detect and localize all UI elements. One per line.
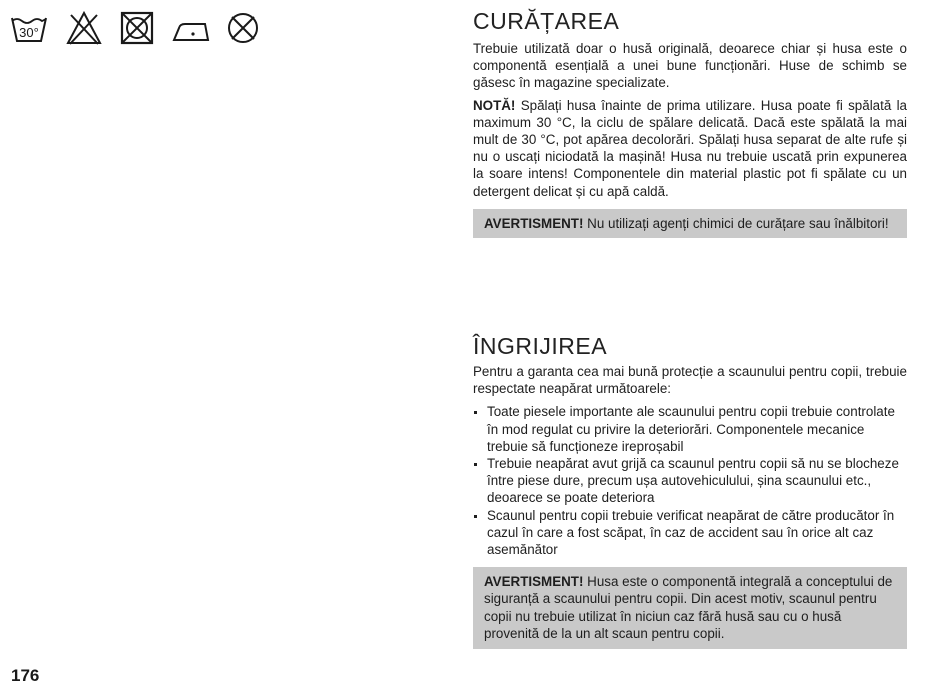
care-section: [473, 333, 907, 649]
no-tumble-dry-icon: [120, 11, 154, 45]
warning-text: Nu utilizați agenți chimici de curățare sau înălbitori!: [583, 215, 889, 231]
care-title: ÎNGRIJIREA: [473, 333, 608, 359]
care-warning: [473, 567, 907, 649]
note-label: NOTĂ!: [473, 97, 516, 113]
care-intro: Pentru a garanta cea mai bună protecție a scaunului pentru copii, trebuie respectate neapărat următoarele:: [473, 364, 907, 397]
cleaning-note: [473, 97, 907, 200]
wash-temperature-label: 30°: [19, 25, 39, 40]
care-symbols: [10, 10, 260, 46]
warning-label: AVERTISMENT!: [484, 215, 584, 231]
warning-text: Husa este o componentă integrală a conceptului de siguranță a scaunului pentru copii. Din acest motiv, scaunul pentru copii nu trebuie utilizat în niciun caz fără husă sau cu o husă provenită de la un alt scaun pentru copii.: [484, 574, 893, 641]
no-bleach-icon: [66, 10, 102, 46]
page-number: 176: [11, 666, 40, 685]
cleaning-section: [473, 8, 907, 238]
list-item: Trebuie neapărat avut grijă ca scaunul pentru copii să nu se blocheze între piese dure, precum ușa autovehiculului, șina scaunului etc., deoarece se poate deteriora: [473, 455, 907, 507]
list-item: Toate piesele importante ale scaunului pentru copii trebuie controlate în mod regulat cu privire la deteriorări. Componentele mecanice trebuie să funcționeze ireproșabil: [473, 403, 907, 455]
note-text: Spălați husa înainte de prima utilizare. Husa poate fi spălată la maximum 30 °C, la ciclu de spălare delicată. Dacă este spălată la mai mult de 30 °C, pot apărea decolorări. Spălați husa separat de alte rufe și nu o uscați niciodată la mașină! Husa nu trebuie uscată prin expunerea la soare intens! Componentele din material plastic pot fi spălate cu un detergent delicat și cu apă caldă.: [473, 97, 907, 199]
cleaning-intro: Trebuie utilizată doar o husă originală, deoarece chiar și husa este o componentă esențială a unei bune funcționări. Huse de schimb se găsesc în magazine specializate.: [473, 41, 907, 91]
warning-label: AVERTISMENT!: [484, 574, 584, 590]
cleaning-warning: [473, 209, 907, 238]
care-bullet-list: [473, 403, 907, 558]
wash-30-icon: [10, 10, 48, 46]
cleaning-title: CURĂȚAREA: [473, 8, 620, 34]
no-dry-clean-icon: [226, 11, 260, 45]
list-item: Scaunul pentru copii trebuie verificat neapărat de către producător în cazul în care a fost scăpat, în caz de accident sau în orice alt caz asemănător: [473, 507, 907, 559]
iron-low-icon: [172, 11, 210, 45]
